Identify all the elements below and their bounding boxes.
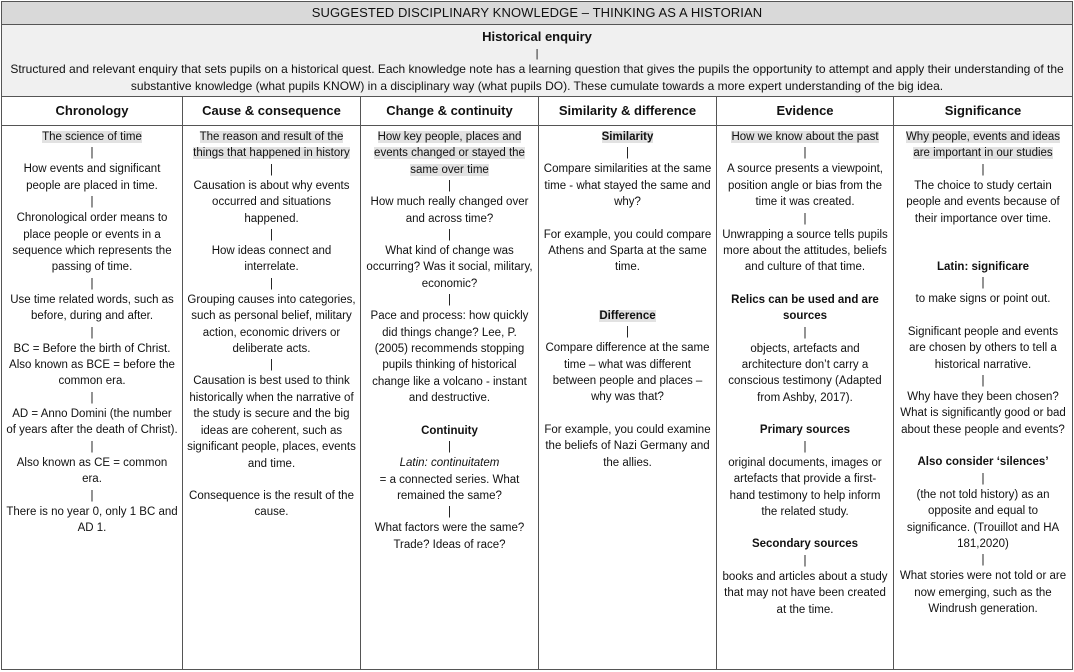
column-text: BC = Before the birth of Christ. Also known as BCE = before the common era. (9, 342, 175, 388)
spacer (721, 520, 889, 536)
subheading: Primary sources (759, 424, 851, 437)
separator-bar: | (270, 359, 273, 372)
column-text: How much really changed over and across time? (370, 196, 529, 225)
subheading: Continuity (421, 424, 478, 437)
column-header: Significance (894, 97, 1072, 126)
column-text: books and articles about a study that may not have been created at the time. (722, 570, 888, 616)
separator-bar: | (90, 391, 94, 404)
spacer (187, 472, 356, 488)
column-text: to make signs or point out. (915, 293, 1051, 306)
column-header: Similarity & difference (539, 97, 716, 126)
column-body (2, 126, 182, 536)
subheading: Latin: significare (936, 261, 1030, 274)
enquiry-description (2, 47, 1072, 97)
highlight-run: Why people, events and ideas are important in our studies (905, 131, 1061, 160)
column-text: What stories were not told or are now emerging, such as the Windrush generation. (899, 570, 1067, 616)
column-body (894, 126, 1072, 618)
column-header: Change & continuity (361, 97, 538, 126)
separator-bar: | (448, 441, 451, 454)
column-text: Consequence is the result of the cause. (189, 489, 354, 519)
column-text: objects, artefacts and architecture don’t carry a conscious testimony (Adapted from Ashby, 2017). (728, 342, 882, 404)
spacer (543, 292, 712, 308)
separator-bar: | (981, 163, 985, 176)
spacer (721, 406, 889, 422)
column-text: original documents, images or artefacts that provide a first-hand testimony to help inform the related study. (728, 456, 882, 518)
column-significance (894, 97, 1072, 670)
separator-bar: | (448, 506, 451, 519)
separator-bar: | (981, 277, 985, 290)
column-body (183, 126, 360, 521)
column-text: Chronological order means to place people or events in a sequence which represents the passing of time. (12, 212, 172, 274)
separator-bar: | (90, 489, 94, 502)
column-header: Evidence (717, 97, 893, 126)
highlighted-definition (721, 129, 889, 145)
enquiry-text: Structured and relevant enquiry that sets pupils on a historical quest. Each knowledge note has a learning question that gives the pupils the opportunity to attempt and apply their understanding of the substantive knowledge (what pupils KNOW) in a disciplinary way (what pupils DO). These cumulate towards a more expert understanding of the big idea. (10, 62, 1064, 93)
column-similarity-difference (539, 97, 717, 670)
separator-bar: | (448, 180, 451, 193)
spacer (543, 211, 712, 227)
separator-bar: | (448, 294, 451, 307)
spacer (898, 308, 1068, 324)
separator-bar: | (270, 163, 273, 176)
separator-bar: | (448, 229, 451, 242)
column-text: For example, you could compare Athens and Sparta at the same time. (543, 228, 712, 274)
highlighted-definition (898, 129, 1068, 162)
spacer (721, 276, 889, 292)
column-text: (the not told history) as an opposite and equal to significance. (Trouillot and HA 181,2020) (906, 488, 1060, 550)
highlight-run: Difference (599, 309, 656, 322)
column-text: Causation is about why events occurred and situations happened. (193, 179, 350, 225)
column-text: What factors were the same? Trade? Ideas of race? (374, 522, 525, 551)
separator-bar: | (90, 326, 94, 339)
column-text: Also known as CE = common era. (16, 456, 168, 486)
separator-bar: | (981, 375, 985, 388)
highlight-run: How we know about the past (731, 131, 879, 143)
subheading: Also consider ‘silences’ (917, 456, 1049, 469)
column-text: Significant people and events are chosen by others to tell a historical narrative. (907, 325, 1059, 371)
separator-bar: | (803, 212, 807, 225)
column-text: Causation is best used to think historically when the narrative of the study is secure and the big ideas are coherent, such as significant people, places, events and time. (187, 375, 356, 470)
separator-bar: | (626, 326, 629, 339)
column-text: Compare similarities at the same time - what stayed the same and why? (543, 163, 712, 209)
highlight-run: The reason and result of the things that happened in history (193, 131, 350, 160)
enquiry-section (2, 25, 1072, 97)
highlighted-definition (6, 129, 178, 145)
column-text: Why have they been chosen? What is significantly good or bad about these people and events? (900, 391, 1066, 436)
column-text: A source presents a viewpoint, position angle or bias from the time it was created. (727, 163, 883, 209)
separator-bar: | (626, 147, 629, 160)
column-change-continuity (361, 97, 539, 670)
column-text: AD = Anno Domini (the number of years after the death of Christ). (6, 407, 178, 437)
subheading (543, 129, 712, 145)
enquiry-separator: | (535, 48, 539, 60)
highlight-run: The science of time (42, 131, 142, 143)
spacer (365, 407, 534, 423)
column-body (539, 126, 716, 471)
column-evidence (717, 97, 894, 670)
subheading: Secondary sources (751, 538, 859, 551)
column-text: Unwrapping a source tells pupils more about the attitudes, beliefs and culture of that time. (722, 228, 888, 274)
column-text: Use time related words, such as before, during and after. (10, 293, 174, 323)
column-text: Compare difference at the same time – what was different between people and places – why was that? (545, 342, 710, 404)
spacer (543, 276, 712, 292)
separator-bar: | (803, 147, 807, 160)
column-text: = a connected series. What remained the same? (379, 473, 520, 502)
spacer (543, 406, 712, 422)
column-cause-consequence (183, 97, 361, 670)
separator-bar: | (981, 472, 985, 485)
separator-bar: | (90, 440, 94, 453)
subheading: Relics can be used and are sources (731, 293, 879, 323)
separator-bar: | (90, 196, 94, 209)
column-text: Latin: continuitatem (399, 457, 500, 470)
column-text: For example, you could examine the beliefs of Nazi Germany and the allies. (544, 423, 711, 469)
highlighted-definition (365, 129, 534, 178)
separator-bar: | (803, 440, 807, 453)
column-body (717, 126, 893, 618)
spacer (898, 243, 1068, 259)
highlighted-definition (187, 129, 356, 162)
column-text: The choice to study certain people and events because of their importance over time. (906, 179, 1060, 225)
separator-bar: | (270, 229, 273, 242)
column-text: How ideas connect and interrelate. (211, 245, 332, 274)
column-text: Pace and process: how quickly did things change? Lee, P. (2005) recommends stopping pupils thinking of historical change like a volcano - instant and destructive. (370, 310, 529, 405)
enquiry-heading: Historical enquiry (2, 25, 1072, 47)
column-chronology (2, 97, 183, 670)
columns-row (2, 97, 1072, 670)
column-text: There is no year 0, only 1 BC and AD 1. (6, 505, 178, 534)
separator-bar: | (981, 554, 985, 567)
separator-bar: | (803, 326, 807, 339)
separator-bar: | (803, 554, 807, 567)
column-text: How events and significant people are placed in time. (23, 163, 161, 192)
highlight-run: Similarity (601, 131, 654, 143)
separator-bar: | (90, 147, 94, 160)
separator-bar: | (90, 277, 94, 290)
column-text: What kind of change was occurring? Was it social, military, economic? (366, 245, 533, 290)
column-body (361, 126, 538, 553)
knowledge-table (1, 1, 1073, 670)
page-title: SUGGESTED DISCIPLINARY KNOWLEDGE – THINKING AS A HISTORIAN (2, 2, 1072, 25)
highlight-run: How key people, places and events changed or stayed the same over time (374, 131, 525, 176)
separator-bar: | (270, 277, 273, 290)
subheading (543, 308, 712, 324)
column-header: Cause & consequence (183, 97, 360, 126)
column-header: Chronology (2, 97, 182, 126)
column-text: Grouping causes into categories, such as personal belief, military action, economic drivers or deliberate acts. (187, 293, 356, 356)
spacer (898, 227, 1068, 243)
spacer (898, 438, 1068, 454)
